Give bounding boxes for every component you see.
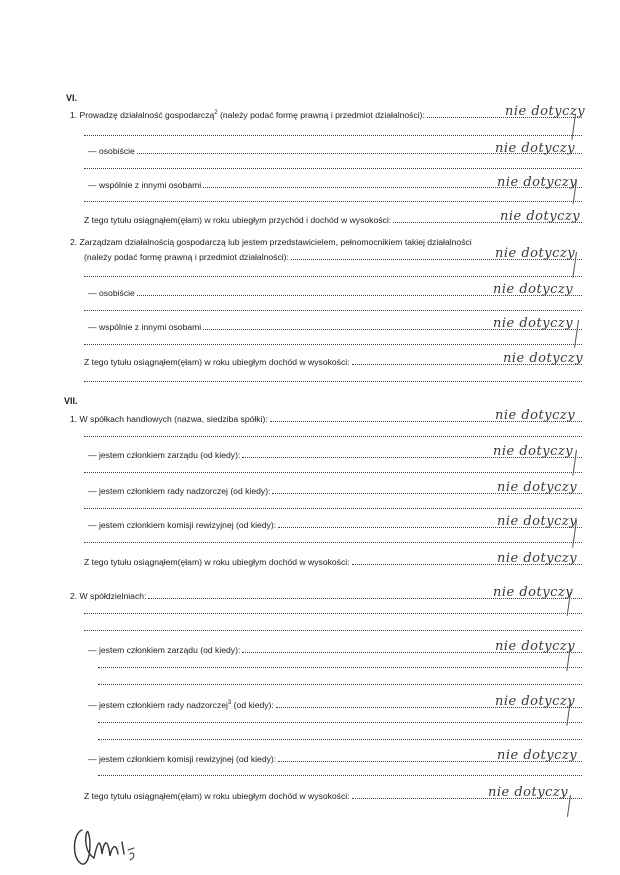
section-vii-label: VII. <box>64 396 78 406</box>
vii-item1-rada-text: — jestem członkiem rady nadzorczej (od kiedy): <box>88 486 271 496</box>
vi-item2-line2-text: (należy podać formę prawną i przedmiot działalności): <box>84 252 289 262</box>
vii-item2-komisja-answer: nie dotyczy <box>497 748 578 763</box>
vi-item1-wspolnie-answer: nie dotyczy <box>497 175 578 190</box>
section-vi-label: VI. <box>66 93 78 103</box>
vii-item1-komisja-text: — jestem członkiem komisji rewizyjnej (od kiedy): <box>88 520 277 530</box>
dotted-rule <box>84 630 582 631</box>
vi-item2-line1-text: 2. Zarządzam działalnością gospodarczą lub jestem przedstawicielem, pełnomocnikiem takiej działalności <box>70 237 472 247</box>
vi-item2-dochod-answer: nie dotyczy <box>503 351 584 366</box>
vii-item2-zarzad-text: — jestem członkiem zarządu (od kiedy): <box>88 645 241 655</box>
dotted-rule <box>84 381 582 382</box>
vii-item1-text: 1. W spółkach handlowych (nazwa, siedziba spółki): <box>70 414 268 424</box>
vi-item1-osobiscie-answer: nie dotyczy <box>495 141 576 156</box>
vii-item2-dochod-answer: nie dotyczy <box>488 785 569 800</box>
vii-item2-text: 2. W spółdzielniach: <box>70 591 147 601</box>
vii-item1-zarzad-answer: nie dotyczy <box>493 444 574 459</box>
dotted-rule <box>84 542 582 543</box>
vi-item1-text: 1. Prowadzę działalność gospodarczą$^2$ (należy podać formę prawną i przedmiot działalności): <box>70 110 425 120</box>
vii-item2-rada-text: — jestem członkiem rady nadzorczej$^3$ (od kiedy): <box>88 700 274 710</box>
vii-item2-zarzad-answer: nie dotyczy <box>495 639 576 654</box>
vii-item1-answer: nie dotyczy <box>495 408 576 423</box>
dotted-rule <box>98 667 582 668</box>
vi-item2-answer: nie dotyczy <box>495 246 576 261</box>
vii-item1-dochod-answer: nie dotyczy <box>497 551 578 566</box>
vi-item2-osobiscie-answer: nie dotyczy <box>493 282 574 297</box>
vi-item1-osobiscie-text: — osobiście <box>88 146 135 156</box>
vii-item1-dochod-text: Z tego tytułu osiągnąłem(ęłam) w roku ubiegłym dochód w wysokości: <box>84 557 350 567</box>
vii-item1-zarzad-text: — jestem członkiem zarządu (od kiedy): <box>88 450 241 460</box>
vii-item2-rada-answer: nie dotyczy <box>495 694 576 709</box>
vi-item2-dochod-text: Z tego tytułu osiągnąłem(ęłam) w roku ubiegłym dochód w wysokości: <box>84 357 350 367</box>
vi-item1-dochod-answer: nie dotyczy <box>500 209 581 224</box>
vi-item2-osobiscie-text: — osobiście <box>88 288 135 298</box>
dotted-rule <box>84 135 582 136</box>
vii-item1-rada-answer: nie dotyczy <box>497 480 578 495</box>
vi-item2-wspolnie-text: — wspólnie z innymi osobami <box>88 322 202 332</box>
dotted-rule <box>84 201 582 202</box>
dotted-rule <box>84 472 582 473</box>
vii-item2-komisja-text: — jestem członkiem komisji rewizyjnej (od kiedy): <box>88 754 277 764</box>
vii-item1-komisja-answer: nie dotyczy <box>497 514 578 529</box>
vi-item2-wspolnie-answer: nie dotyczy <box>493 316 574 331</box>
dotted-rule <box>84 168 582 169</box>
vii-item2-dochod-text: Z tego tytułu osiągnąłem(ęłam) w roku ubiegłym dochód w wysokości: <box>84 791 350 801</box>
vi-item1-answer: nie dotyczy <box>505 104 586 119</box>
dotted-rule <box>84 344 582 345</box>
dotted-rule <box>98 684 582 685</box>
dotted-rule <box>98 775 582 776</box>
dotted-rule <box>84 613 582 614</box>
dotted-rule <box>84 436 582 437</box>
dotted-rule <box>98 722 582 723</box>
dotted-rule <box>84 508 582 509</box>
dotted-rule <box>84 310 582 311</box>
initials-signature <box>70 820 170 870</box>
vi-item1-dochod-text: Z tego tytułu osiągnąłem(ęłam) w roku ubiegłym przychód i dochód w wysokości: <box>84 215 392 225</box>
dotted-rule <box>98 739 582 740</box>
vi-item1-wspolnie-text: — wspólnie z innymi osobami <box>88 180 202 190</box>
vii-item2-answer: nie dotyczy <box>493 585 574 600</box>
dotted-rule <box>84 276 582 277</box>
